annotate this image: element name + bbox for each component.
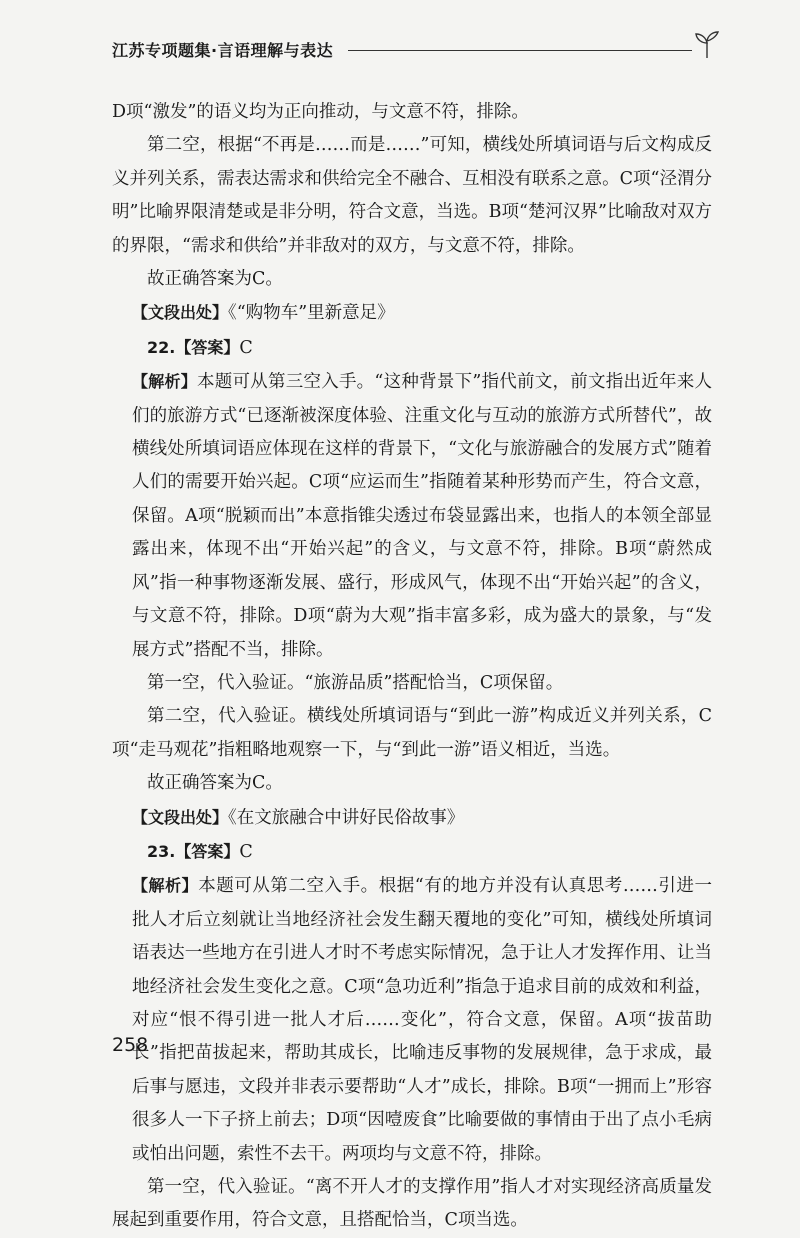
section-tag: 【答案】 [175, 841, 240, 861]
text-run: 第一空，代入验证。“离不开人才的支撑作用”指人才对实现经济高质量发展起到重要作用，符合文意，且搭配恰当，C项当选。 [112, 1177, 712, 1231]
paragraph [112, 801, 712, 835]
paragraph [112, 129, 712, 263]
text-run: 第一空，代入验证。“旅游品质”搭配恰当，C项保留。 [147, 672, 564, 693]
section-tag: 22. [147, 337, 176, 357]
header-title: 江苏专项题集·言语理解与表达 [112, 41, 334, 60]
text-run: 故正确答案为C。 [147, 269, 283, 290]
paragraph [112, 700, 712, 767]
paragraph [112, 667, 712, 700]
section-tag: 【文段出处】 [132, 303, 229, 323]
section-tag: 【文段出处】 [132, 807, 229, 827]
header-rule [348, 50, 692, 51]
paragraph [112, 767, 712, 800]
paragraph [112, 365, 712, 667]
running-header [112, 36, 722, 64]
text-run: 故正确答案为C。 [147, 773, 283, 794]
text-run: 《在文旅融合中讲好民俗故事》 [228, 807, 465, 828]
paragraph [112, 263, 712, 296]
text-run: D项“激发”的语义均为正向推动，与文意不符，排除。 [112, 102, 529, 122]
section-tag: 23. [147, 841, 176, 861]
text-run: 本题可从第三空入手。“这种背景下”指代前文，前文指出近年来人们的旅游方式“已逐渐被深度体验、注重文化与互动的旅游方式所替代”，故横线处所填词语应体现在这样的背景下，“文化与旅游融合的发展方式”随着人们的需要开始兴起。C项“应运而生”指随着某种形势而产生，符合文意，保留。A项“脱颖而出”本意指锥尖透过布袋显露出来，也指人的本领全部显露出来，体现不出“开始兴起”的含义，与文意不符，排除。B项“蔚然成风”指一种事物逐渐发展、盛行，形成风气，体现不出“开始兴起”的含义，与文意不符，排除。D项“蔚为大观”指丰富多彩，成为盛大的景象，与“发展方式”搭配不当，排除。 [132, 372, 712, 660]
section-tag: 【解析】 [132, 372, 197, 392]
text-run: 第二空，根据“不再是……而是……”可知，横线处所填词语与后文构成反义并列关系，需表达需求和供给完全不融合、互相没有联系之意。C项“泾渭分明”比喻界限清楚或是非分明，符合文意，当选。B项“楚河汉界”比喻敌对双方的界限，“需求和供给”并非敌对的双方，与文意不符，排除。 [112, 135, 712, 256]
paragraph [112, 869, 712, 1171]
text-run: 《“购物车”里新意足》 [228, 303, 395, 324]
text-run: C [239, 841, 253, 862]
paragraph [112, 96, 712, 129]
page-number: 258 [112, 1034, 149, 1056]
answer-explanations [112, 96, 712, 1238]
paragraph [112, 331, 712, 365]
paragraph [112, 835, 712, 869]
paragraph [112, 1171, 712, 1238]
section-tag: 【解析】 [132, 876, 199, 896]
text-run: C [239, 337, 253, 358]
section-tag: 【答案】 [175, 337, 240, 357]
paragraph [112, 296, 712, 330]
text-run: 第二空，代入验证。横线处所填词语与“到此一游”构成近义并列关系，C项“走马观花”指粗略地观察一下，与“到此一游”语义相近，当选。 [112, 706, 712, 760]
sprout-icon [692, 30, 722, 60]
text-run: 本题可从第二空入手。根据“有的地方并没有认真思考……引进一批人才后立刻就让当地经济社会发生翻天覆地的变化”可知，横线处所填词语表达一些地方在引进人才时不考虑实际情况，急于让人才发挥作用、让当地经济社会发生变化之意。C项“急功近利”指急于追求目前的成效和利益，对应“恨不得引进一批人才后……变化”，符合文意，保留。A项“拔苗助长”指把苗拔起来，帮助其成长，比喻违反事物的发展规律，急于求成，最后事与愿违，文段并非表示要帮助“人才”成长，排除。B项“一拥而上”形容很多人一下子挤上前去；D项“因噎废食”比喻要做的事情由于出了点小毛病或怕出问题，索性不去干。两项均与文意不符，排除。 [132, 876, 712, 1164]
